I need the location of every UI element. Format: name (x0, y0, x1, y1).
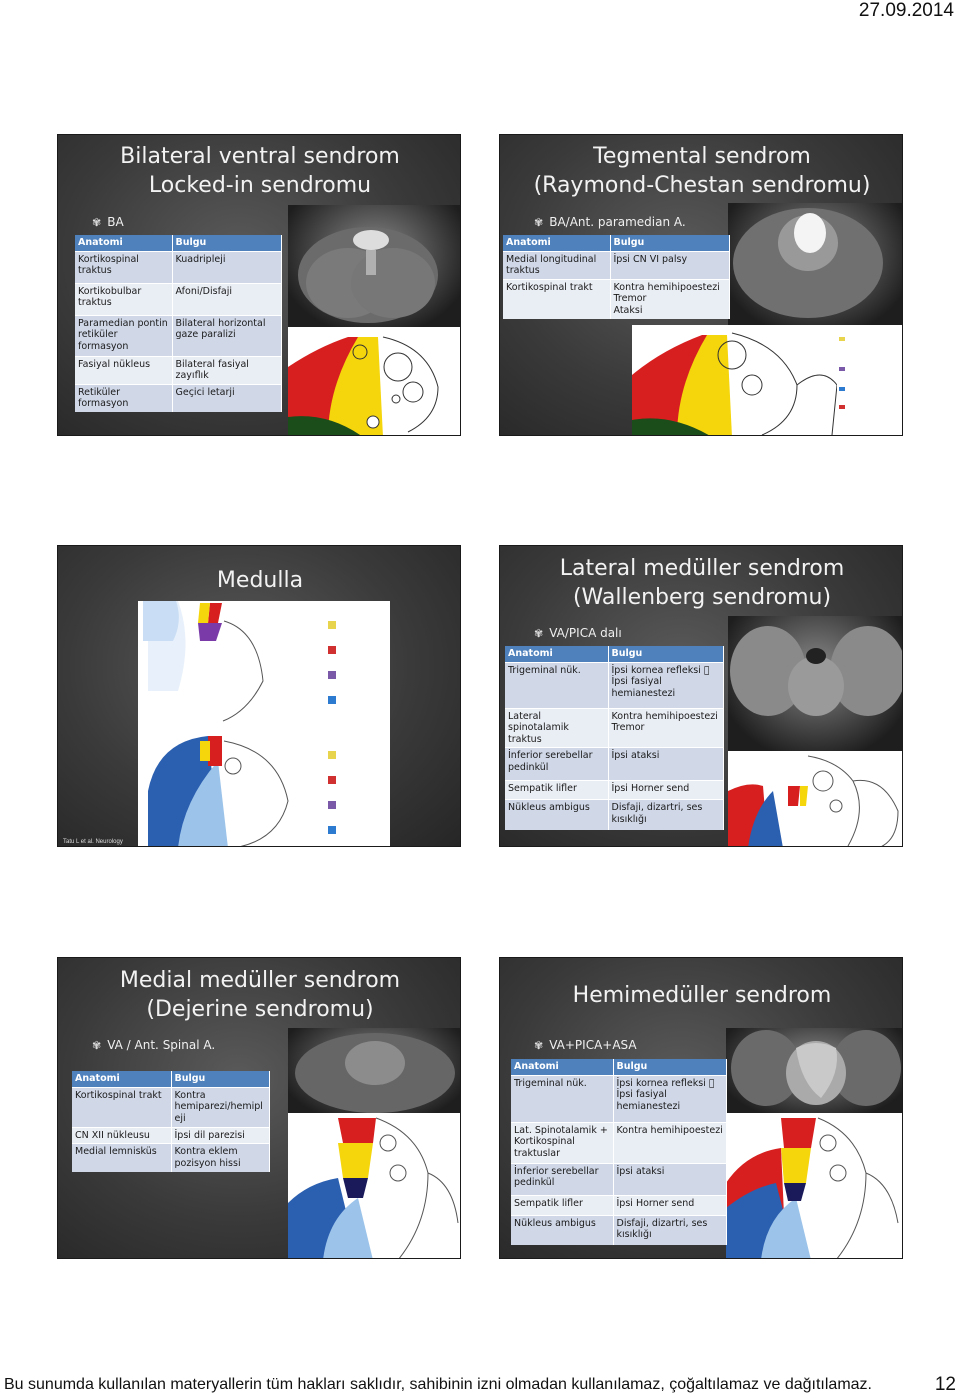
col-header-anatomy: Anatomi (72, 1071, 171, 1087)
table-row: Nükleus ambigus Disfaji, dizartri, ses kısıklığı (511, 1215, 727, 1245)
medulla-svg (728, 751, 903, 847)
table-row: Nükleus ambigus Disfaji, dizartri, ses kısıklığı (505, 800, 724, 830)
mri-svg (288, 205, 461, 327)
col-header-anatomy: Anatomi (505, 646, 608, 662)
table-row: Kortikobulbar traktus Afoni/Disfaji (75, 283, 282, 315)
copyright-footer: Bu sunumda kullanılan materyallerin tüm hakları saklıdır, sahibinin izni olmadan kullanılamaz, çoğaltılamaz ve dağıtılamaz. (4, 1376, 872, 1393)
mri-svg (728, 616, 903, 751)
mri-svg (726, 1028, 903, 1116)
slide-title: Tegmental sendrom (Raymond-Chestan sendromu) (533, 144, 871, 198)
medulla-diagram (288, 1113, 461, 1259)
brainstem-svg (288, 327, 461, 436)
table-row: Paramedian pontin retiküler formasyon Bilateral horizontal gaze paralizi (75, 315, 282, 356)
mri-image (728, 616, 903, 751)
brainstem-diagram (632, 325, 903, 436)
bullet-icon: ✾ (534, 216, 544, 229)
table-row: Medial lemnisküs Kontra eklem pozisyon hissi (72, 1144, 270, 1172)
mri-svg (728, 203, 903, 328)
medulla-svg (138, 601, 390, 847)
col-header-finding: Bulgu (171, 1071, 270, 1087)
slide-title: Hemimedüller sendrom (572, 983, 832, 1008)
slide-bullet: ✾ VA / Ant. Spinal A. (92, 1038, 216, 1052)
slide-bullet: ✾ VA/PICA dalı (534, 626, 622, 640)
table-row: Kortikospinal trakt Kontra hemiparezi/hemipl eji (72, 1087, 270, 1127)
table-row: İnferior serebellar pedinkül İpsi ataksi (511, 1163, 727, 1195)
bullet-icon: ✾ (92, 1039, 102, 1052)
table-row: Lateral spinotalamik traktus Kontra hemihipoestezi Tremor (505, 708, 724, 748)
table-row: İnferior serebellar pedinkül İpsi ataksi (505, 748, 724, 781)
slide-title: Bilateral ventral sendrom Locked-in sendromu (120, 144, 400, 198)
col-header-finding: Bulgu (172, 235, 282, 251)
table-row: Sempatik lifler İpsi Horner send (511, 1195, 727, 1215)
slide-tegmental (499, 134, 903, 436)
brainstem-svg (632, 325, 903, 436)
slide-title: Medial medüller sendrom (Dejerine sendromu) (119, 968, 401, 1022)
findings-table (511, 1059, 727, 1245)
slide-title: Lateral medüller sendrom (Wallenberg sendromu) (559, 556, 845, 610)
col-header-anatomy: Anatomi (75, 235, 172, 251)
slide-hemimedullary (499, 957, 903, 1259)
col-header-finding: Bulgu (608, 646, 724, 662)
slide-lateral-medullary (499, 545, 903, 847)
findings-table (505, 646, 724, 830)
table-row: Trigeminal nük. İpsi kornea refleksi ⃠ İpsi fasiyal hemianestezi (505, 662, 724, 708)
bullet-icon: ✾ (534, 1039, 544, 1052)
figure-citation: Tatu L et al. Neurology (63, 839, 123, 845)
table-row: Trigeminal nük. İpsi kornea refleksi ⃠ İpsi fasiyal hemianestezi (511, 1075, 727, 1122)
medulla-svg (726, 1113, 903, 1259)
page-number: 12 (934, 1374, 956, 1395)
slide-bullet: ✾ VA+PICA+ASA (534, 1038, 637, 1052)
findings-table (75, 235, 282, 412)
page-date: 27.09.2014 (858, 0, 954, 21)
table-row: Retiküler formasyon Geçici letarji (75, 384, 282, 412)
slide-locked-in (57, 134, 461, 436)
table-row: Lat. Spinotalamik + Kortikospinal traktuslar Kontra hemihipoestezi (511, 1122, 727, 1163)
col-header-finding: Bulgu (610, 235, 730, 251)
slide-medial-medullary (57, 957, 461, 1259)
slide-bullet: ✾ BA (92, 215, 124, 229)
table-row: Kortikospinal traktus Kuadripleji (75, 251, 282, 283)
slide-title: Medulla (216, 568, 304, 593)
table-row: Sempatik lifler İpsi Horner send (505, 781, 724, 800)
findings-table (503, 235, 730, 319)
slide-medulla (57, 545, 461, 847)
table-row: Fasiyal nükleus Bilateral fasiyal zayıflık (75, 356, 282, 384)
mri-svg (288, 1028, 461, 1118)
mri-image (726, 1028, 903, 1116)
slide-bullet: ✾ BA/Ant. paramedian A. (534, 215, 686, 229)
brainstem-diagram (288, 327, 461, 436)
medulla-svg (288, 1113, 461, 1259)
col-header-anatomy: Anatomi (511, 1059, 613, 1075)
mri-image (288, 205, 461, 327)
bullet-icon: ✾ (534, 627, 544, 640)
findings-table (72, 1071, 270, 1172)
medulla-diagram (728, 751, 903, 847)
col-header-anatomy: Anatomi (503, 235, 610, 251)
table-row: CN XII nükleusu İpsi dil parezisi (72, 1127, 270, 1144)
col-header-finding: Bulgu (613, 1059, 727, 1075)
medulla-diagram (726, 1113, 903, 1259)
bullet-icon: ✾ (92, 216, 102, 229)
medulla-diagram (138, 601, 390, 847)
table-row: Medial longitudinal traktus İpsi CN VI palsy (503, 251, 730, 279)
mri-image (728, 203, 903, 328)
table-row: Kortikospinal trakt Kontra hemihipoestezi Tremor Ataksi (503, 279, 730, 319)
mri-image (288, 1028, 461, 1118)
